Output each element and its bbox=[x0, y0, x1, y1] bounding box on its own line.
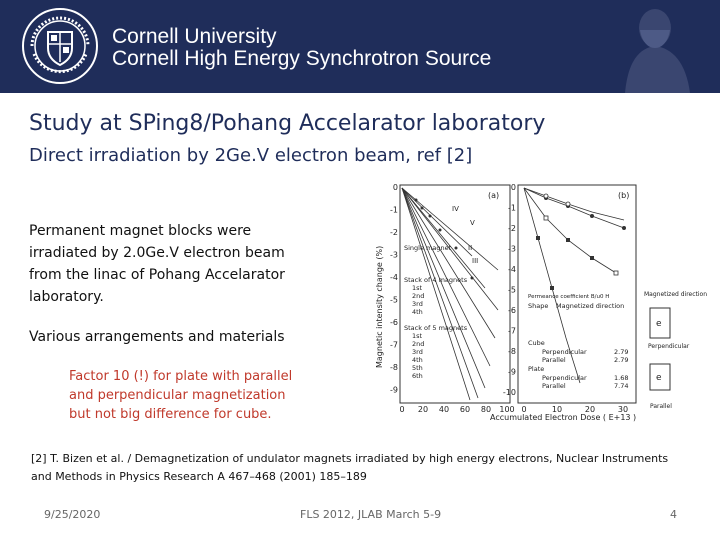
table-row-cube: Cube bbox=[528, 339, 545, 347]
a-xtick-label: 40 bbox=[438, 405, 450, 414]
table-value-3: 1.68 bbox=[614, 374, 629, 382]
panel-b-label: (b) bbox=[618, 191, 630, 200]
page-title: Study at SPing8/Pohang Accelarator laboratory bbox=[29, 111, 546, 136]
side-label-e1: e bbox=[656, 319, 662, 329]
b-ytick-label: -3 bbox=[508, 244, 516, 254]
page-subtitle: Direct irradiation by 2Ge.V electron beam, ref [2] bbox=[29, 145, 473, 166]
footer-page-number: 4 bbox=[670, 508, 677, 521]
footer-center-text: FLS 2012, JLAB March 5-9 bbox=[300, 508, 442, 521]
a-ytick-label: -7 bbox=[390, 340, 398, 350]
a-legend-entry: 3rd bbox=[412, 300, 423, 308]
table-row-plate-para: Parallel bbox=[542, 382, 566, 390]
a-legend-entry: 2nd bbox=[412, 340, 425, 348]
figure-xlabel: Accumulated Electron Dose ( E+13 ) bbox=[490, 413, 637, 422]
a-ytick-label: -1 bbox=[390, 205, 398, 215]
side-label-magnetized: Magnetized direction bbox=[644, 291, 708, 298]
b-ytick-label: -1 bbox=[508, 203, 516, 213]
side-label-e2: e bbox=[656, 373, 662, 383]
a-ytick-label: -8 bbox=[390, 363, 398, 372]
a-ytick-label: -5 bbox=[390, 295, 398, 305]
a-xtick-label: 80 bbox=[480, 405, 492, 414]
a-legend-entry: 4th bbox=[412, 308, 423, 316]
table-header-direction: Magnetized direction bbox=[556, 302, 625, 310]
university-name: Cornell University bbox=[112, 25, 277, 48]
panel-a-label: (a) bbox=[488, 191, 500, 200]
a-ytick-label: -6 bbox=[390, 318, 398, 327]
table-header-permeance: Permeance coefficient B/u0 H bbox=[528, 294, 610, 300]
a-legend-entry: 1st bbox=[412, 332, 423, 340]
body-paragraph-1: Permanent magnet blocks were irradiated by 2.0Ge.V electron beam from the linac of Pohang Accelarator laboratory. bbox=[29, 223, 285, 305]
b-ytick-label: -10 bbox=[502, 388, 516, 397]
curve-label-iii: III bbox=[472, 257, 479, 265]
a-ytick-label: -4 bbox=[390, 273, 398, 282]
a-legend-entry: 4th bbox=[412, 356, 423, 364]
b-xtick-label: 20 bbox=[584, 405, 596, 414]
table-row-plate: Plate bbox=[528, 365, 545, 373]
b-xtick-label: 30 bbox=[617, 405, 629, 414]
a-ytick-label: -3 bbox=[390, 250, 398, 260]
header-banner bbox=[0, 0, 720, 93]
a-ytick-label: 0 bbox=[392, 183, 398, 192]
a-xtick-label: 0 bbox=[399, 405, 405, 414]
table-row-cube-perp: Perpendicular bbox=[542, 348, 587, 356]
b-ytick-label: -5 bbox=[508, 285, 516, 295]
cornell-seal-logo bbox=[20, 6, 100, 86]
b-ytick-label: -4 bbox=[508, 265, 516, 274]
a-xtick-label: 60 bbox=[459, 405, 471, 414]
b-xtick-label: 0 bbox=[521, 405, 527, 414]
a-xtick-label: 20 bbox=[417, 405, 429, 414]
a-legend-entry: Stack of 4 magnets bbox=[404, 276, 468, 284]
a-legend-entry: 2nd bbox=[412, 292, 425, 300]
curve-label-v: V bbox=[470, 219, 475, 227]
table-value-4: 7.74 bbox=[614, 382, 629, 390]
statue-image bbox=[570, 0, 720, 93]
b-ytick-label: -9 bbox=[508, 367, 516, 377]
side-label-parallel: Parallel bbox=[650, 403, 672, 410]
b-ytick-label: -7 bbox=[508, 326, 516, 336]
b-xtick-label: 10 bbox=[551, 405, 563, 414]
table-header-shape: Shape bbox=[528, 302, 549, 310]
b-ytick-label: 0 bbox=[510, 183, 516, 192]
body-paragraph-2: Various arrangements and materials bbox=[29, 329, 285, 345]
a-legend-entry: 5th bbox=[412, 364, 423, 372]
a-xtick-label: 100 bbox=[499, 405, 515, 414]
b-ytick-label: -2 bbox=[508, 224, 516, 233]
table-value-2: 2.79 bbox=[614, 356, 629, 364]
curve-label-ii: II bbox=[468, 244, 473, 252]
table-row-cube-para: Parallel bbox=[542, 356, 566, 364]
curve-label-iv: IV bbox=[452, 205, 459, 213]
figure-ylabel: Magnetic intensity change (%) bbox=[375, 245, 384, 368]
a-legend-entry: Single magnet bbox=[404, 244, 452, 252]
lab-name: Cornell High Energy Synchrotron Source bbox=[112, 47, 492, 70]
b-ytick-label: -6 bbox=[508, 306, 516, 315]
highlight-note: Factor 10 (!) for plate with parallel and perpendicular magnetization but not big difference for cube. bbox=[69, 369, 293, 422]
side-label-perpendicular: Perpendicular bbox=[648, 343, 690, 350]
table-value-1: 2.79 bbox=[614, 348, 629, 356]
a-ytick-label: -2 bbox=[390, 228, 398, 237]
a-legend-entry: 6th bbox=[412, 372, 423, 380]
reference-citation: [2] T. Bizen et al. / Demagnetization of undulator magnets irradiated by high energy electrons, Nuclear Instruments and Methods in Physics Research A 467–468 (2001) 185–189 bbox=[31, 452, 669, 483]
b-ytick-label: -8 bbox=[508, 347, 516, 356]
a-legend-entry: Stack of 5 magnets bbox=[404, 324, 468, 332]
a-legend-entry: 3rd bbox=[412, 348, 423, 356]
a-ytick-label: -9 bbox=[390, 385, 398, 395]
table-row-plate-perp: Perpendicular bbox=[542, 374, 587, 382]
demagnetization-figure bbox=[360, 178, 708, 422]
a-legend-entry: 1st bbox=[412, 284, 423, 292]
footer-date: 9/25/2020 bbox=[44, 508, 101, 521]
